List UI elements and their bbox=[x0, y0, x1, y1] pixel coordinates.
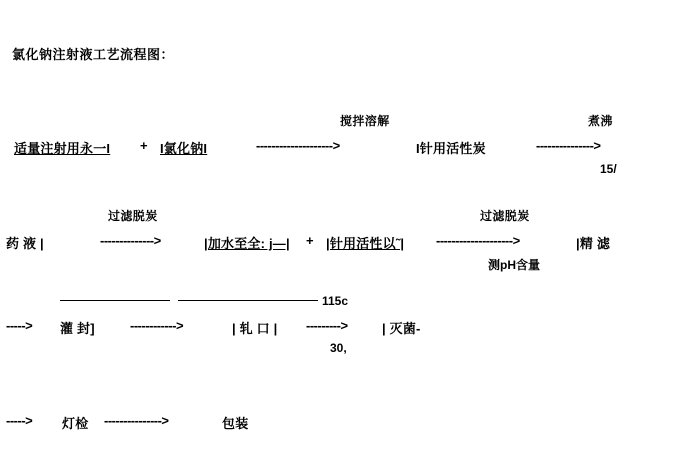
row1-arrow-tail: ---------------> bbox=[536, 138, 601, 153]
row2-arrow-2: --------------------> bbox=[436, 233, 520, 248]
node-packaging: 包装 bbox=[222, 416, 249, 431]
row4-arrow-1: ---------------> bbox=[104, 413, 169, 428]
row1-label-boil: 煮沸 bbox=[588, 114, 613, 128]
node-sterilize: | 灭菌- bbox=[382, 321, 421, 336]
row3-label-temp: 115c bbox=[322, 294, 349, 308]
node-roll-seal: | 轧 口 | bbox=[232, 321, 278, 336]
node-fill-seal: 灌 封] bbox=[60, 321, 95, 336]
node-needle-carbon: |针用活性以˜| bbox=[326, 236, 405, 251]
row2-label-filter-1: 过滤脱炭 bbox=[108, 209, 158, 223]
node-fine-filter: |精 滤 bbox=[576, 236, 611, 251]
node-drug-liquid: 药 液 | bbox=[6, 236, 44, 251]
row1-label-time: 15/ bbox=[600, 162, 617, 176]
row2-label-ph: 测pH含量 bbox=[488, 258, 540, 272]
row1-plus: + bbox=[140, 138, 148, 153]
row3-label-time: 30, bbox=[330, 341, 347, 355]
row3-arrow-2: ---------> bbox=[306, 318, 348, 333]
node-lamp-inspection: 灯检 bbox=[62, 416, 89, 431]
node-add-water: |加水至全: j—| bbox=[204, 236, 290, 251]
page-title: 氯化钠注射液工艺流程图： bbox=[12, 47, 175, 62]
row3-topbar-roll bbox=[178, 300, 318, 301]
row2-plus: + bbox=[306, 233, 314, 248]
node-active-carbon: I针用活性炭 bbox=[416, 141, 486, 156]
row1-label-stir: 搅拌溶解 bbox=[340, 114, 390, 128]
row3-arrow-in: -----> bbox=[6, 318, 33, 333]
row4-arrow-in: -----> bbox=[6, 413, 33, 428]
row3-topbar-fill bbox=[60, 300, 170, 301]
row2-label-filter-2: 过滤脱炭 bbox=[480, 209, 530, 223]
row2-arrow-1: --------------> bbox=[100, 233, 161, 248]
row3-arrow-1: ------------> bbox=[130, 318, 184, 333]
node-sodium-chloride: I氯化钠I bbox=[160, 141, 208, 156]
row1-arrow-to-carbon: --------------------> bbox=[256, 138, 340, 153]
node-injection-water: 适量注射用永一I bbox=[14, 141, 111, 156]
